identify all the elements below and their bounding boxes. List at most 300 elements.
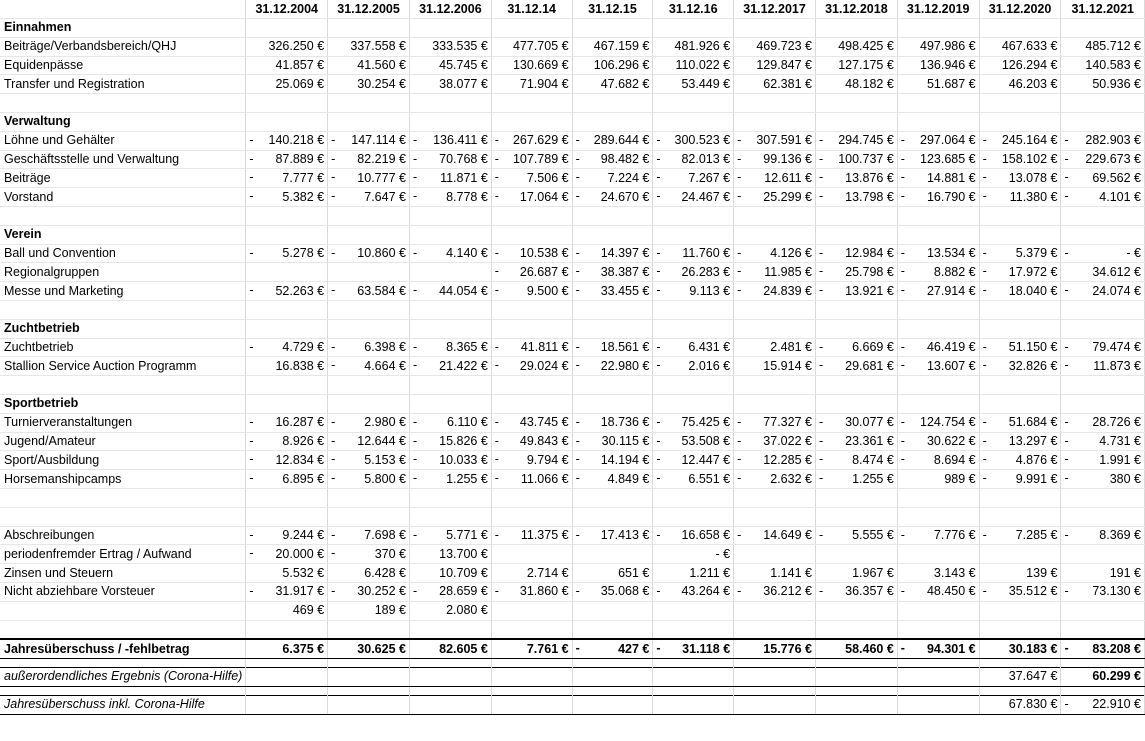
value-cell[interactable] [1061,582,1145,601]
value-cell[interactable] [653,695,734,714]
value-cell[interactable] [491,639,572,658]
empty-cell[interactable] [815,206,897,225]
value-cell[interactable] [572,582,653,601]
value-cell[interactable] [246,169,328,188]
value-cell[interactable] [653,188,734,207]
empty-cell[interactable] [409,112,491,131]
empty-cell[interactable] [1061,394,1145,413]
empty-cell[interactable] [653,19,734,38]
empty-cell[interactable] [328,394,410,413]
value-cell[interactable] [897,150,979,169]
value-cell[interactable] [979,37,1061,56]
value-cell[interactable] [572,131,653,150]
value-cell[interactable] [979,432,1061,451]
value-cell[interactable] [815,244,897,263]
value-cell[interactable] [328,582,410,601]
value-cell[interactable] [979,188,1061,207]
value-cell[interactable] [979,470,1061,489]
column-header[interactable]: 31.12.15 [572,0,653,19]
row-label[interactable]: Beiträge/Verbandsbereich/QHJ [0,37,246,56]
section-heading[interactable]: Verwaltung [0,112,246,131]
empty-cell[interactable] [328,112,410,131]
empty-cell[interactable] [734,620,816,639]
empty-cell[interactable] [246,620,328,639]
value-cell[interactable] [491,668,572,687]
value-cell[interactable] [246,601,328,620]
empty-cell[interactable] [0,507,246,526]
empty-cell[interactable] [328,225,410,244]
value-cell[interactable] [1061,131,1145,150]
value-cell[interactable] [409,282,491,301]
value-cell[interactable] [1061,451,1145,470]
value-cell[interactable] [1061,639,1145,658]
value-cell[interactable] [815,188,897,207]
value-cell[interactable] [979,75,1061,94]
empty-cell[interactable] [491,19,572,38]
row-label[interactable]: Jahresüberschuss inkl. Corona-Hilfe [0,695,246,714]
row-label[interactable]: Equidenpässe [0,56,246,75]
value-cell[interactable] [815,432,897,451]
empty-cell[interactable] [491,112,572,131]
value-cell[interactable] [734,695,816,714]
column-header[interactable]: 31.12.14 [491,0,572,19]
value-cell[interactable] [653,37,734,56]
value-cell[interactable] [246,338,328,357]
empty-cell[interactable] [1061,225,1145,244]
empty-cell[interactable] [328,206,410,225]
value-cell[interactable] [815,582,897,601]
value-cell[interactable] [572,564,653,583]
empty-cell[interactable] [491,94,572,113]
value-cell[interactable] [409,37,491,56]
empty-cell[interactable] [979,620,1061,639]
value-cell[interactable] [491,282,572,301]
empty-cell[interactable] [572,300,653,319]
value-cell[interactable] [572,56,653,75]
value-cell[interactable] [246,695,328,714]
empty-cell[interactable] [246,488,328,507]
empty-cell[interactable] [897,659,979,668]
empty-cell[interactable] [409,300,491,319]
value-cell[interactable] [653,668,734,687]
empty-cell[interactable] [572,488,653,507]
empty-cell[interactable] [815,19,897,38]
value-cell[interactable] [1061,668,1145,687]
empty-cell[interactable] [653,620,734,639]
value-cell[interactable] [246,150,328,169]
value-cell[interactable] [491,263,572,282]
value-cell[interactable] [815,75,897,94]
empty-cell[interactable] [0,659,246,668]
value-cell[interactable] [572,282,653,301]
empty-cell[interactable] [653,376,734,395]
value-cell[interactable] [572,75,653,94]
value-cell[interactable] [815,263,897,282]
value-cell[interactable] [653,639,734,658]
value-cell[interactable] [1061,188,1145,207]
empty-cell[interactable] [653,112,734,131]
value-cell[interactable] [815,37,897,56]
value-cell[interactable] [897,188,979,207]
empty-cell[interactable] [0,94,246,113]
value-cell[interactable] [246,564,328,583]
value-cell[interactable] [897,282,979,301]
empty-cell[interactable] [653,394,734,413]
empty-cell[interactable] [491,300,572,319]
value-cell[interactable] [897,263,979,282]
empty-cell[interactable] [246,225,328,244]
row-label[interactable]: Messe und Marketing [0,282,246,301]
empty-cell[interactable] [246,19,328,38]
value-cell[interactable] [328,432,410,451]
value-cell[interactable] [491,413,572,432]
column-header[interactable]: 31.12.2004 [246,0,328,19]
empty-cell[interactable] [897,319,979,338]
empty-cell[interactable] [979,507,1061,526]
column-header[interactable]: 31.12.2020 [979,0,1061,19]
empty-cell[interactable] [897,394,979,413]
value-cell[interactable] [979,695,1061,714]
empty-cell[interactable] [409,225,491,244]
row-label[interactable]: Zinsen und Steuern [0,564,246,583]
value-cell[interactable] [1061,545,1145,564]
value-cell[interactable] [815,282,897,301]
value-cell[interactable] [328,244,410,263]
row-label[interactable]: Ball und Convention [0,244,246,263]
value-cell[interactable] [1061,695,1145,714]
value-cell[interactable] [491,131,572,150]
value-cell[interactable] [897,169,979,188]
value-cell[interactable] [815,338,897,357]
value-cell[interactable] [897,432,979,451]
empty-cell[interactable] [1061,19,1145,38]
value-cell[interactable] [653,432,734,451]
column-header[interactable]: 31.12.2019 [897,0,979,19]
value-cell[interactable] [897,338,979,357]
value-cell[interactable] [734,75,816,94]
value-cell[interactable] [409,526,491,545]
value-cell[interactable] [1061,432,1145,451]
value-cell[interactable] [653,169,734,188]
empty-cell[interactable] [572,206,653,225]
empty-cell[interactable] [572,620,653,639]
row-label[interactable]: Turnierveranstaltungen [0,413,246,432]
value-cell[interactable] [246,357,328,376]
value-cell[interactable] [1061,263,1145,282]
value-cell[interactable] [653,413,734,432]
empty-cell[interactable] [572,112,653,131]
value-cell[interactable] [979,150,1061,169]
section-heading[interactable]: Einnahmen [0,19,246,38]
value-cell[interactable] [897,582,979,601]
value-cell[interactable] [328,413,410,432]
empty-cell[interactable] [734,206,816,225]
value-cell[interactable] [328,668,410,687]
value-cell[interactable] [409,470,491,489]
value-cell[interactable] [491,150,572,169]
value-cell[interactable] [572,526,653,545]
empty-cell[interactable] [979,112,1061,131]
empty-cell[interactable] [897,112,979,131]
empty-cell[interactable] [246,659,328,668]
value-cell[interactable] [246,131,328,150]
value-cell[interactable] [897,451,979,470]
value-cell[interactable] [246,75,328,94]
empty-cell[interactable] [572,507,653,526]
empty-cell[interactable] [409,507,491,526]
column-header[interactable]: 31.12.2005 [328,0,410,19]
value-cell[interactable] [734,150,816,169]
empty-cell[interactable] [246,319,328,338]
empty-cell[interactable] [572,319,653,338]
empty-cell[interactable] [409,686,491,695]
empty-cell[interactable] [653,319,734,338]
empty-cell[interactable] [246,394,328,413]
value-cell[interactable] [653,282,734,301]
value-cell[interactable] [246,582,328,601]
value-cell[interactable] [734,432,816,451]
value-cell[interactable] [734,413,816,432]
value-cell[interactable] [409,601,491,620]
value-cell[interactable] [409,668,491,687]
empty-cell[interactable] [897,19,979,38]
empty-cell[interactable] [653,488,734,507]
empty-cell[interactable] [653,507,734,526]
empty-cell[interactable] [734,225,816,244]
value-cell[interactable] [328,131,410,150]
value-cell[interactable] [328,451,410,470]
value-cell[interactable] [979,601,1061,620]
row-label[interactable]: Horsemanshipcamps [0,470,246,489]
value-cell[interactable] [246,263,328,282]
value-cell[interactable] [897,564,979,583]
value-cell[interactable] [653,75,734,94]
value-cell[interactable] [246,526,328,545]
value-cell[interactable] [1061,470,1145,489]
value-cell[interactable] [409,169,491,188]
empty-cell[interactable] [328,300,410,319]
empty-cell[interactable] [897,225,979,244]
value-cell[interactable] [734,56,816,75]
empty-cell[interactable] [1061,376,1145,395]
empty-cell[interactable] [653,225,734,244]
value-cell[interactable] [246,639,328,658]
value-cell[interactable] [491,244,572,263]
empty-cell[interactable] [409,376,491,395]
row-label[interactable] [0,601,246,620]
value-cell[interactable] [328,263,410,282]
value-cell[interactable] [1061,282,1145,301]
value-cell[interactable] [897,37,979,56]
value-cell[interactable] [328,695,410,714]
value-cell[interactable] [491,470,572,489]
section-heading[interactable]: Verein [0,225,246,244]
empty-cell[interactable] [491,206,572,225]
row-label[interactable]: Transfer und Registration [0,75,246,94]
value-cell[interactable] [409,451,491,470]
value-cell[interactable] [734,601,816,620]
value-cell[interactable] [409,545,491,564]
value-cell[interactable] [815,131,897,150]
value-cell[interactable] [409,357,491,376]
empty-cell[interactable] [328,488,410,507]
empty-cell[interactable] [246,686,328,695]
value-cell[interactable] [491,564,572,583]
value-cell[interactable] [409,639,491,658]
value-cell[interactable] [734,526,816,545]
value-cell[interactable] [409,150,491,169]
empty-cell[interactable] [1061,620,1145,639]
empty-cell[interactable] [0,488,246,507]
value-cell[interactable] [979,282,1061,301]
row-label[interactable]: Jugend/Amateur [0,432,246,451]
value-cell[interactable] [979,564,1061,583]
empty-cell[interactable] [653,206,734,225]
value-cell[interactable] [897,668,979,687]
empty-cell[interactable] [979,19,1061,38]
value-cell[interactable] [815,470,897,489]
value-cell[interactable] [815,413,897,432]
empty-cell[interactable] [328,376,410,395]
value-cell[interactable] [653,56,734,75]
value-cell[interactable] [491,601,572,620]
value-cell[interactable] [328,169,410,188]
empty-cell[interactable] [0,620,246,639]
value-cell[interactable] [734,668,816,687]
value-cell[interactable] [328,56,410,75]
value-cell[interactable] [409,75,491,94]
empty-cell[interactable] [491,659,572,668]
value-cell[interactable] [572,639,653,658]
empty-cell[interactable] [491,319,572,338]
row-label[interactable]: außerordendliches Ergebnis (Corona-Hilfe) [0,668,246,687]
value-cell[interactable] [815,451,897,470]
value-cell[interactable] [572,545,653,564]
column-header[interactable]: 31.12.2006 [409,0,491,19]
value-cell[interactable] [897,56,979,75]
value-cell[interactable] [491,188,572,207]
empty-cell[interactable] [409,319,491,338]
empty-cell[interactable] [734,376,816,395]
row-label[interactable]: Löhne und Gehälter [0,131,246,150]
row-label[interactable]: Vorstand [0,188,246,207]
value-cell[interactable] [897,357,979,376]
value-cell[interactable] [572,188,653,207]
value-cell[interactable] [897,413,979,432]
value-cell[interactable] [572,37,653,56]
value-cell[interactable] [815,56,897,75]
empty-cell[interactable] [979,659,1061,668]
empty-cell[interactable] [409,488,491,507]
value-cell[interactable] [734,639,816,658]
value-cell[interactable] [328,357,410,376]
empty-cell[interactable] [1061,659,1145,668]
empty-cell[interactable] [409,19,491,38]
empty-cell[interactable] [897,620,979,639]
value-cell[interactable] [897,470,979,489]
empty-cell[interactable] [572,686,653,695]
value-cell[interactable] [815,526,897,545]
empty-cell[interactable] [653,300,734,319]
empty-cell[interactable] [897,686,979,695]
value-cell[interactable] [1061,56,1145,75]
value-cell[interactable] [979,413,1061,432]
value-cell[interactable] [246,188,328,207]
value-cell[interactable] [246,470,328,489]
empty-cell[interactable] [491,620,572,639]
value-cell[interactable] [1061,526,1145,545]
value-cell[interactable] [491,432,572,451]
value-cell[interactable] [979,338,1061,357]
value-cell[interactable] [1061,37,1145,56]
value-cell[interactable] [653,526,734,545]
empty-cell[interactable] [409,620,491,639]
empty-cell[interactable] [1061,300,1145,319]
value-cell[interactable] [1061,338,1145,357]
empty-cell[interactable] [572,225,653,244]
value-cell[interactable] [979,169,1061,188]
value-cell[interactable] [653,470,734,489]
empty-cell[interactable] [1061,112,1145,131]
value-cell[interactable] [1061,150,1145,169]
value-cell[interactable] [328,564,410,583]
empty-cell[interactable] [328,507,410,526]
empty-cell[interactable] [491,376,572,395]
value-cell[interactable] [653,357,734,376]
value-cell[interactable] [1061,357,1145,376]
empty-cell[interactable] [1061,507,1145,526]
row-label[interactable]: Sport/Ausbildung [0,451,246,470]
empty-cell[interactable] [328,686,410,695]
value-cell[interactable] [409,188,491,207]
row-label[interactable]: Beiträge [0,169,246,188]
value-cell[interactable] [572,451,653,470]
empty-cell[interactable] [734,659,816,668]
empty-cell[interactable] [328,319,410,338]
empty-cell[interactable] [979,686,1061,695]
value-cell[interactable] [246,451,328,470]
empty-cell[interactable] [734,686,816,695]
value-cell[interactable] [409,244,491,263]
value-cell[interactable] [815,668,897,687]
empty-cell[interactable] [491,507,572,526]
value-cell[interactable] [1061,564,1145,583]
empty-cell[interactable] [246,94,328,113]
value-cell[interactable] [897,639,979,658]
value-cell[interactable] [246,56,328,75]
value-cell[interactable] [734,244,816,263]
value-cell[interactable] [328,545,410,564]
value-cell[interactable] [734,451,816,470]
value-cell[interactable] [979,451,1061,470]
value-cell[interactable] [815,695,897,714]
row-label[interactable]: Jahresüberschuss / -fehlbetrag [0,639,246,658]
empty-cell[interactable] [815,659,897,668]
value-cell[interactable] [897,545,979,564]
row-label[interactable]: Zuchtbetrieb [0,338,246,357]
value-cell[interactable] [734,338,816,357]
value-cell[interactable] [572,470,653,489]
value-cell[interactable] [572,357,653,376]
value-cell[interactable] [491,338,572,357]
empty-cell[interactable] [815,376,897,395]
value-cell[interactable] [1061,601,1145,620]
section-heading[interactable]: Sportbetrieb [0,394,246,413]
empty-cell[interactable] [979,376,1061,395]
value-cell[interactable] [328,470,410,489]
value-cell[interactable] [328,37,410,56]
value-cell[interactable] [246,432,328,451]
